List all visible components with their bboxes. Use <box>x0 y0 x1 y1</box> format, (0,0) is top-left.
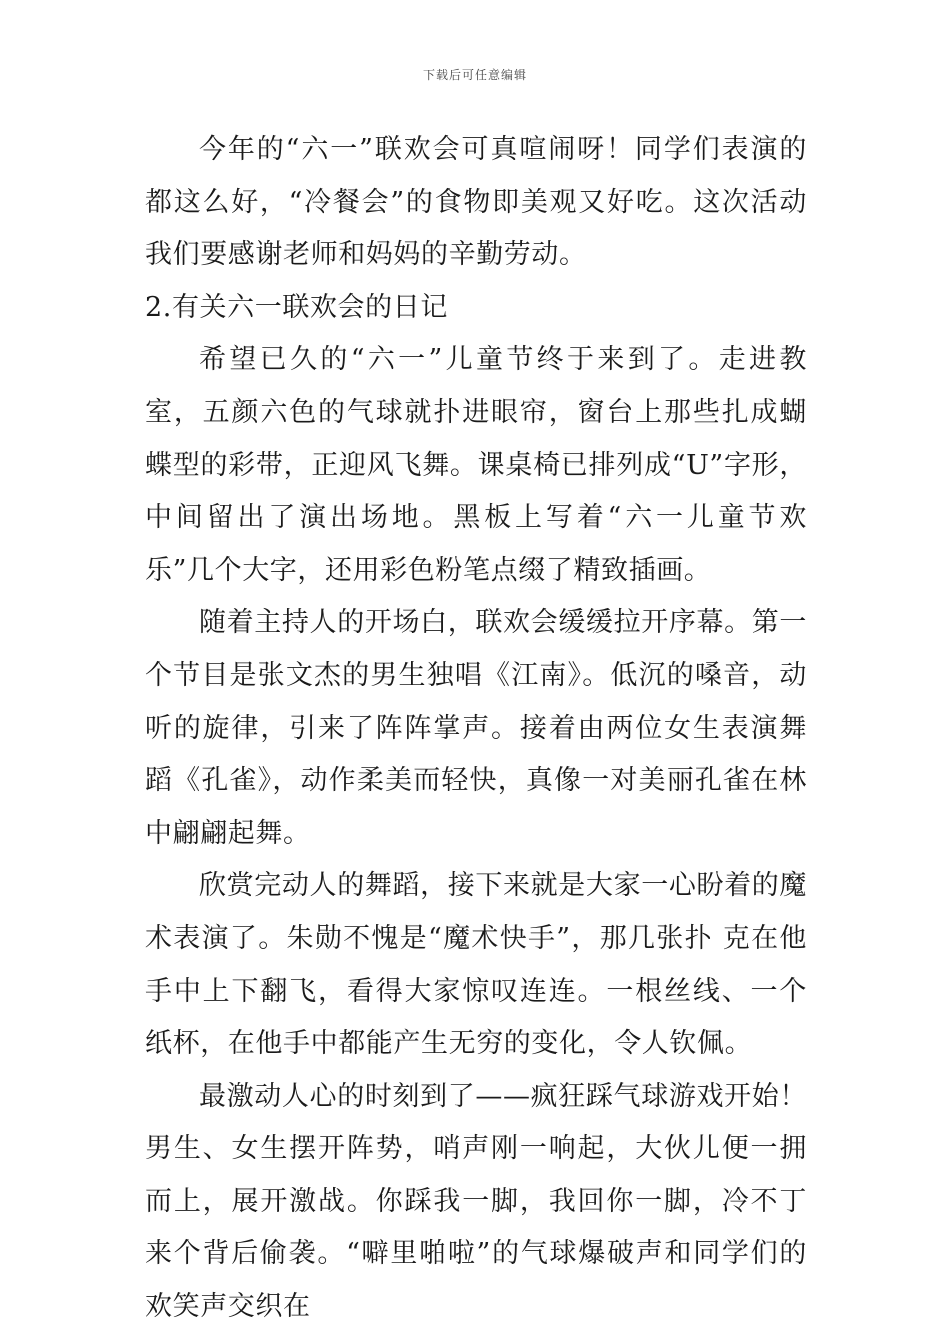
document-body <box>145 124 807 1334</box>
section-heading: 2.有关六一联欢会的日记 <box>145 291 448 323</box>
paragraph: 最激动人心的时刻到了——疯狂踩气球游戏开始！男生、女生摆开阵势，哨声刚一响起，大伙儿便一拥而上，展开激战。你踩我一脚，我回你一脚，冷不丁来个背后偷袭。“噼里啪啦”的气球爆破声和同学们的欢笑声交织在 <box>145 1080 807 1323</box>
paragraph: 随着主持人的开场白，联欢会缓缓拉开序幕。第一个节目是张文杰的男生独唱《江南》。低沉的嗓音，动听的旋律，引来了阵阵掌声。接着由两位女生表演舞蹈《孔雀》，动作柔美而轻快，真像一对美丽孔雀在林中翩翩起舞。 <box>145 607 807 849</box>
paragraph: 欣赏完动人的舞蹈，接下来就是大家一心盼着的魔术表演了。朱勋不愧是“魔术快手”，那几张扑 克在他手中上下翻飞，看得大家惊叹连连。一根丝线、一个纸杯，在他手中都能产生无穷的变化，令人钦佩。 <box>145 870 807 1060</box>
paragraph: 希望已久的“六一”儿童节终于来到了。走进教室，五颜六色的气球就扑进眼帘，窗台上那些扎成蝴蝶型的彩带，正迎风飞舞。课桌椅已排列成“U”字形，中间留出了演出场地。黑板上写着“六一儿童节欢乐”几个大字，还用彩色粉笔点缀了精致插画。 <box>145 344 807 586</box>
paragraph: 今年的“六一”联欢会可真喧闹呀！同学们表演的都这么好，“冷餐会”的食物即美观又好吃。这次活动我们要感谢老师和妈妈的辛勤劳动。 <box>145 134 807 271</box>
header-note: 下载后可任意编辑 <box>422 68 527 82</box>
